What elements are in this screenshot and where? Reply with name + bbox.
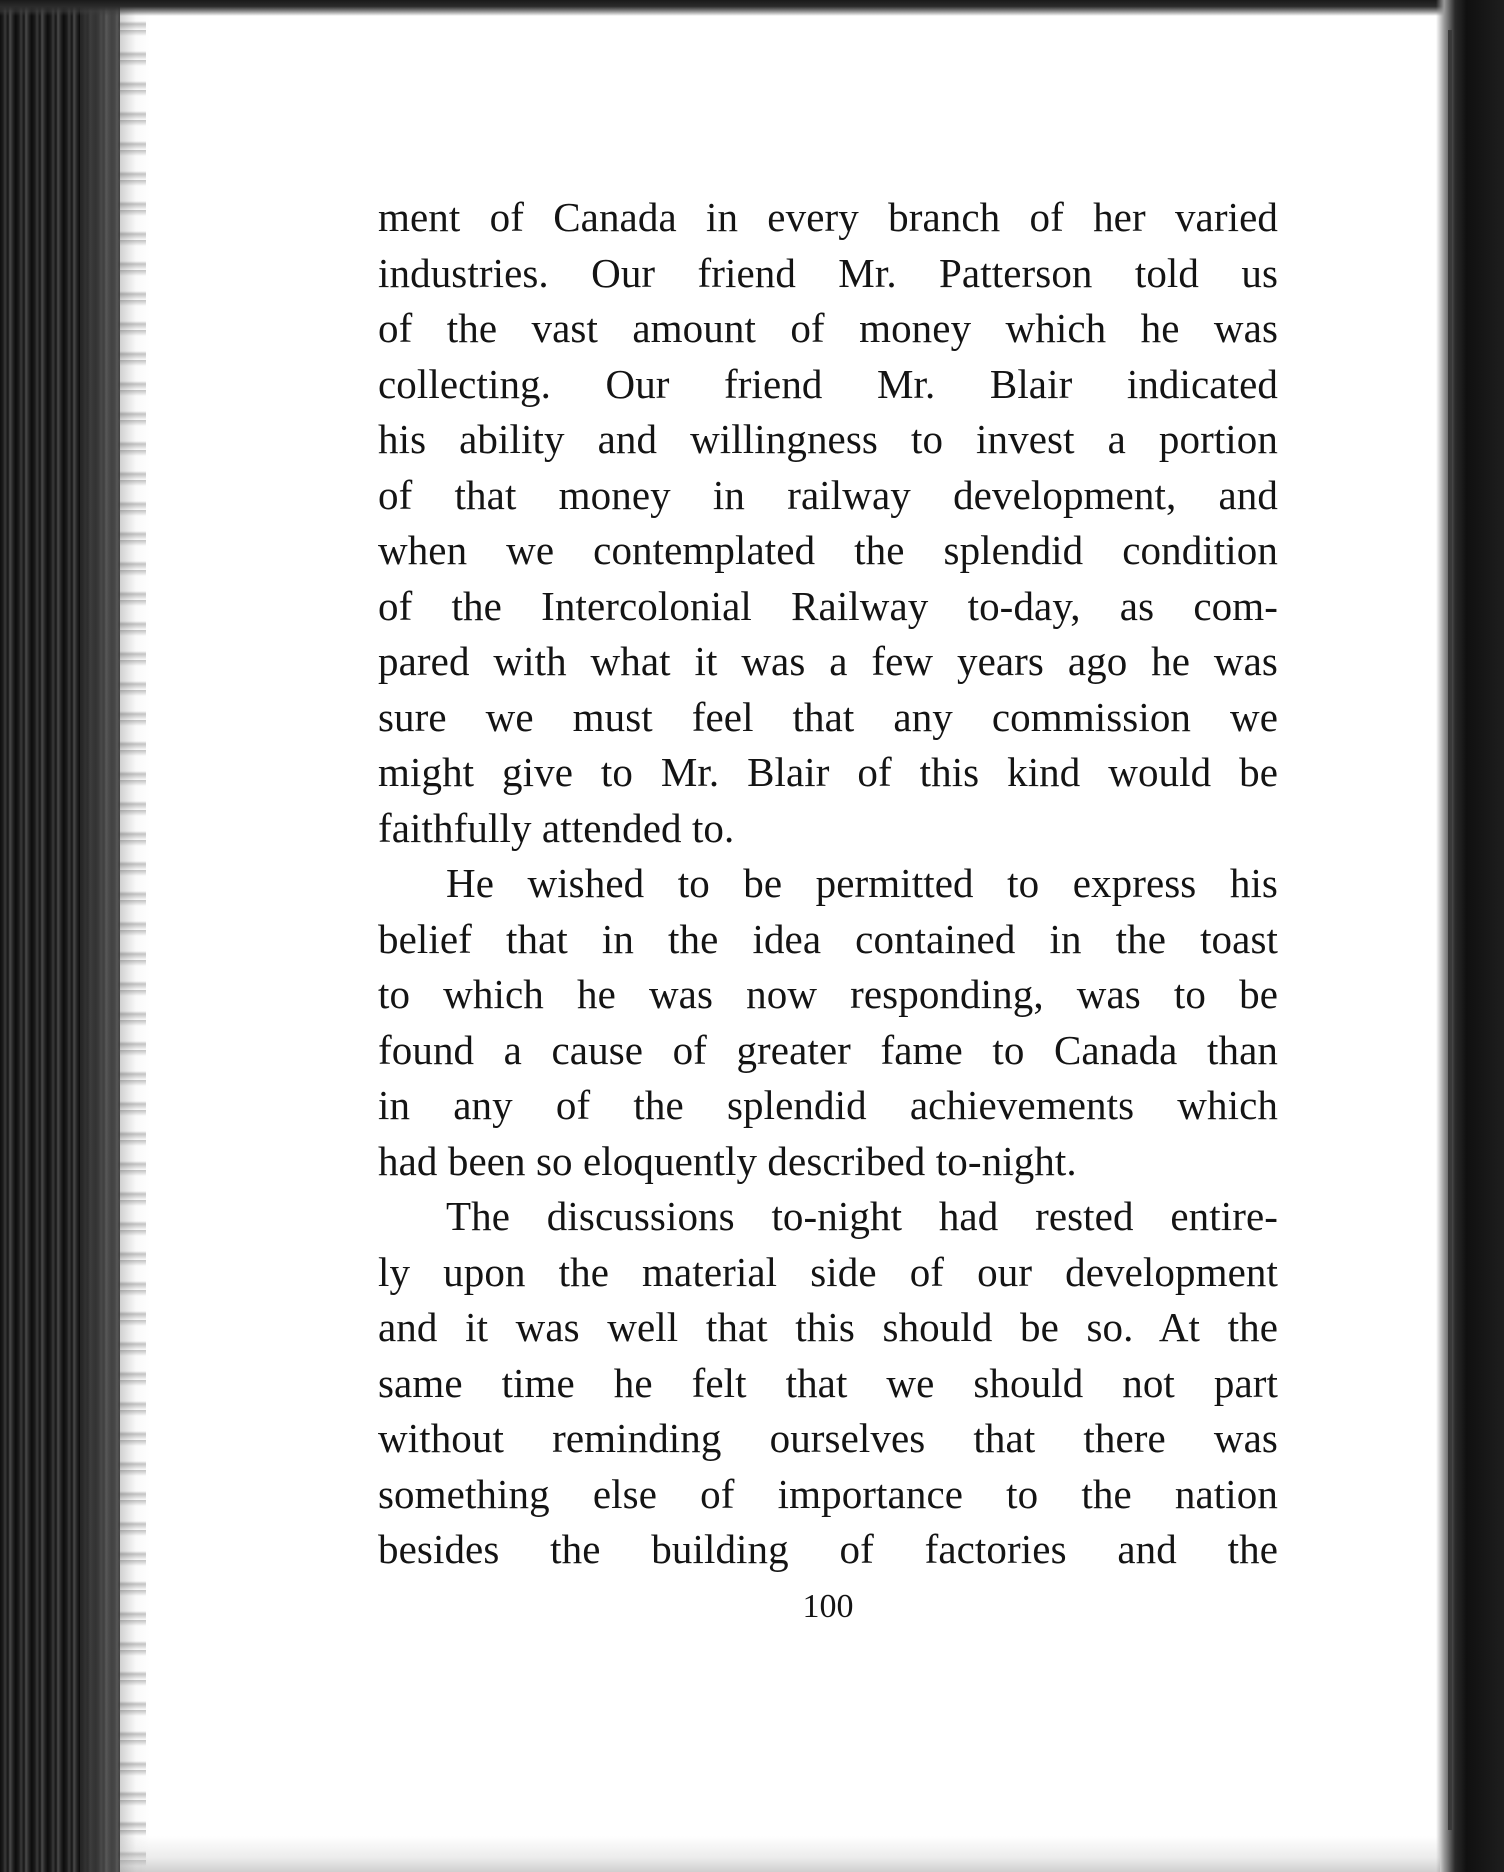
text-line: of that money in railway development, and xyxy=(378,471,1278,518)
right-edge-line xyxy=(1448,30,1452,1830)
text-line: ly upon the material side of our development xyxy=(378,1248,1278,1295)
text-line: without reminding ourselves that there was xyxy=(378,1415,1278,1461)
page-edge-texture xyxy=(118,0,146,1872)
text-line: something else of importance to the nation xyxy=(378,1470,1278,1517)
text-line: same time he felt that we should not part xyxy=(378,1359,1278,1406)
right-scan-edge xyxy=(1436,0,1504,1872)
bottom-scan-edge xyxy=(120,1836,1440,1872)
text-line: of the vast amount of money which he was xyxy=(378,305,1278,351)
text-line: of the Intercolonial Railway to-day, as com- xyxy=(378,582,1278,629)
paragraph-start-line: The discussions to-night had rested entire- xyxy=(446,1193,1278,1239)
text-line: sure we must feel that any commission we xyxy=(378,693,1278,740)
text-line: found a cause of greater fame to Canada than xyxy=(378,1026,1278,1073)
text-line: industries. Our friend Mr. Patterson told us xyxy=(378,249,1278,296)
text-line: might give to Mr. Blair of this kind would be xyxy=(378,749,1278,795)
text-line: belief that in the idea contained in the toast xyxy=(378,915,1278,962)
body-text xyxy=(378,190,1278,1578)
text-line: to which he was now responding, was to be xyxy=(378,971,1278,1017)
text-line: faithfully attended to. xyxy=(378,804,735,851)
text-line: collecting. Our friend Mr. Blair indicated xyxy=(378,360,1278,407)
text-line: and it was well that this should be so. At the xyxy=(378,1304,1278,1350)
text-line: besides the building of factories and the xyxy=(378,1526,1278,1572)
text-line: ment of Canada in every branch of her varied xyxy=(378,194,1278,240)
text-line: in any of the splendid achievements which xyxy=(378,1082,1278,1128)
text-line: his ability and willingness to invest a portion xyxy=(378,416,1278,462)
text-line: had been so eloquently described to-night. xyxy=(378,1137,1077,1184)
text-line: pared with what it was a few years ago he was xyxy=(378,638,1278,684)
page-number: 100 xyxy=(802,1588,854,1625)
top-scan-edge xyxy=(0,0,1504,16)
text-line: when we contemplated the splendid condition xyxy=(378,527,1278,573)
paragraph-start-line: He wished to be permitted to express his xyxy=(446,860,1278,906)
